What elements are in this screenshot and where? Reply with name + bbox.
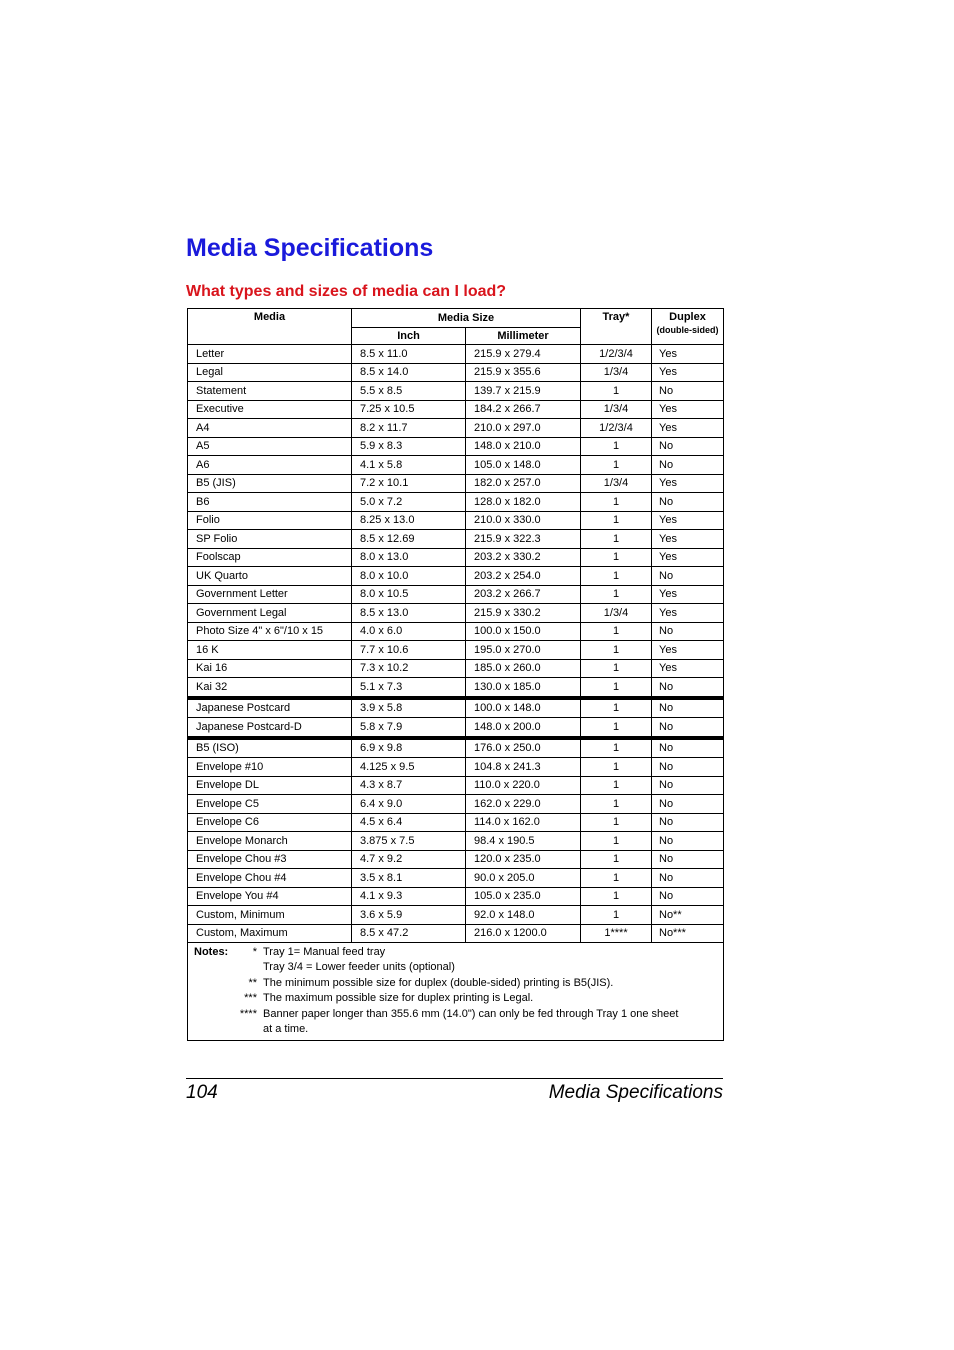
- header-media: Media: [188, 309, 352, 345]
- cell-inch: 4.7 x 9.2: [352, 850, 466, 869]
- cell-media: Japanese Postcard-D: [188, 718, 352, 738]
- footer-divider: [186, 1078, 723, 1079]
- cell-duplex: Yes: [652, 345, 724, 364]
- cell-inch: 5.9 x 8.3: [352, 437, 466, 456]
- header-duplex-label: Duplex: [669, 311, 706, 323]
- cell-tray: 1: [581, 567, 652, 586]
- cell-inch: 6.4 x 9.0: [352, 795, 466, 814]
- cell-inch: 5.1 x 7.3: [352, 678, 466, 698]
- table-row: [188, 795, 724, 814]
- cell-media: Foolscap: [188, 548, 352, 567]
- cell-millimeter: 215.9 x 322.3: [466, 530, 581, 549]
- cell-tray: 1: [581, 832, 652, 851]
- cell-tray: 1: [581, 622, 652, 641]
- note-line: [194, 960, 717, 975]
- table-row: [188, 776, 724, 795]
- table-row: [188, 456, 724, 475]
- cell-millimeter: 195.0 x 270.0: [466, 641, 581, 660]
- cell-media: Executive: [188, 400, 352, 419]
- cell-tray: 1: [581, 776, 652, 795]
- table-row: [188, 832, 724, 851]
- cell-duplex: Yes: [652, 659, 724, 678]
- cell-inch: 4.0 x 6.0: [352, 622, 466, 641]
- cell-media: Envelope #10: [188, 758, 352, 777]
- cell-duplex: No: [652, 698, 724, 718]
- cell-duplex: Yes: [652, 400, 724, 419]
- cell-duplex: No: [652, 887, 724, 906]
- note-line: [194, 945, 717, 960]
- cell-inch: 4.5 x 6.4: [352, 813, 466, 832]
- cell-inch: 3.5 x 8.1: [352, 869, 466, 888]
- cell-duplex: No: [652, 456, 724, 475]
- cell-inch: 4.1 x 5.8: [352, 456, 466, 475]
- page-title: Media Specifications: [186, 234, 434, 262]
- cell-tray: 1/3/4: [581, 474, 652, 493]
- cell-millimeter: 210.0 x 297.0: [466, 419, 581, 438]
- cell-inch: 8.5 x 47.2: [352, 924, 466, 943]
- cell-duplex: No: [652, 678, 724, 698]
- cell-tray: 1: [581, 437, 652, 456]
- table-row: [188, 887, 724, 906]
- cell-duplex: No: [652, 832, 724, 851]
- cell-millimeter: 120.0 x 235.0: [466, 850, 581, 869]
- cell-media: Envelope Monarch: [188, 832, 352, 851]
- cell-media: Legal: [188, 363, 352, 382]
- notes-label: Notes:: [194, 946, 229, 958]
- media-table-body: [188, 345, 724, 943]
- cell-tray: 1: [581, 382, 652, 401]
- cell-media: Envelope Chou #4: [188, 869, 352, 888]
- cell-tray: 1/2/3/4: [581, 345, 652, 364]
- cell-media: Custom, Maximum: [188, 924, 352, 943]
- notes-list: [194, 945, 717, 1037]
- table-row: [188, 363, 724, 382]
- note-marker: [194, 945, 263, 960]
- header-millimeter: Millimeter: [466, 328, 581, 345]
- cell-tray: 1: [581, 530, 652, 549]
- note-marker: ***: [244, 992, 257, 1005]
- cell-duplex: No: [652, 758, 724, 777]
- cell-duplex: Yes: [652, 641, 724, 660]
- note-marker: ****: [239, 1007, 257, 1020]
- cell-duplex: No: [652, 382, 724, 401]
- cell-media: Japanese Postcard: [188, 698, 352, 718]
- cell-duplex: No: [652, 718, 724, 738]
- cell-millimeter: 184.2 x 266.7: [466, 400, 581, 419]
- cell-tray: 1/3/4: [581, 604, 652, 623]
- cell-inch: 8.0 x 13.0: [352, 548, 466, 567]
- cell-tray: 1/3/4: [581, 400, 652, 419]
- cell-duplex: Yes: [652, 511, 724, 530]
- media-table: [187, 308, 724, 1041]
- note-symbol: *: [252, 946, 257, 958]
- cell-duplex: No: [652, 776, 724, 795]
- cell-duplex: Yes: [652, 585, 724, 604]
- cell-millimeter: 176.0 x 250.0: [466, 738, 581, 758]
- cell-millimeter: 128.0 x 182.0: [466, 493, 581, 512]
- table-row: [188, 718, 724, 738]
- table-row: [188, 678, 724, 698]
- cell-millimeter: 203.2 x 330.2: [466, 548, 581, 567]
- cell-inch: 8.0 x 10.5: [352, 585, 466, 604]
- cell-duplex: No: [652, 567, 724, 586]
- cell-inch: 8.5 x 12.69: [352, 530, 466, 549]
- cell-tray: 1: [581, 641, 652, 660]
- cell-millimeter: 203.2 x 254.0: [466, 567, 581, 586]
- cell-inch: 7.3 x 10.2: [352, 659, 466, 678]
- cell-duplex: No**: [652, 906, 724, 925]
- cell-tray: 1: [581, 813, 652, 832]
- cell-inch: 7.25 x 10.5: [352, 400, 466, 419]
- cell-millimeter: 130.0 x 185.0: [466, 678, 581, 698]
- table-row: [188, 604, 724, 623]
- cell-tray: 1: [581, 850, 652, 869]
- cell-tray: 1: [581, 585, 652, 604]
- cell-duplex: Yes: [652, 474, 724, 493]
- table-row: [188, 641, 724, 660]
- cell-millimeter: 185.0 x 260.0: [466, 659, 581, 678]
- cell-millimeter: 148.0 x 210.0: [466, 437, 581, 456]
- cell-millimeter: 215.9 x 355.6: [466, 363, 581, 382]
- cell-tray: 1: [581, 548, 652, 567]
- table-row: [188, 345, 724, 364]
- cell-media: Government Letter: [188, 585, 352, 604]
- cell-media: Envelope You #4: [188, 887, 352, 906]
- table-row: [188, 758, 724, 777]
- cell-inch: 7.2 x 10.1: [352, 474, 466, 493]
- header-media-size: Media Size: [352, 309, 581, 328]
- cell-inch: 8.5 x 14.0: [352, 363, 466, 382]
- note-marker: [194, 960, 263, 975]
- cell-tray: 1: [581, 678, 652, 698]
- note-text: Tray 3/4 = Lower feeder units (optional): [263, 961, 455, 974]
- cell-media: B5 (JIS): [188, 474, 352, 493]
- cell-tray: 1****: [581, 924, 652, 943]
- cell-media: Photo Size 4" x 6"/10 x 15: [188, 622, 352, 641]
- cell-duplex: No: [652, 622, 724, 641]
- cell-millimeter: 105.0 x 148.0: [466, 456, 581, 475]
- table-row: [188, 659, 724, 678]
- cell-millimeter: 216.0 x 1200.0: [466, 924, 581, 943]
- cell-media: UK Quarto: [188, 567, 352, 586]
- cell-duplex: No***: [652, 924, 724, 943]
- note-line: [194, 1022, 717, 1037]
- table-row: [188, 474, 724, 493]
- cell-millimeter: 105.0 x 235.0: [466, 887, 581, 906]
- cell-media: SP Folio: [188, 530, 352, 549]
- note-text: Tray 1= Manual feed tray: [263, 946, 386, 958]
- cell-tray: 1: [581, 698, 652, 718]
- table-row: [188, 698, 724, 718]
- cell-inch: 6.9 x 9.8: [352, 738, 466, 758]
- cell-media: Folio: [188, 511, 352, 530]
- header-inch: Inch: [352, 328, 466, 345]
- cell-tray: 1: [581, 456, 652, 475]
- note-line: [194, 1007, 717, 1022]
- cell-media: Envelope C6: [188, 813, 352, 832]
- cell-media: A4: [188, 419, 352, 438]
- cell-millimeter: 98.4 x 190.5: [466, 832, 581, 851]
- cell-media: B5 (ISO): [188, 738, 352, 758]
- cell-tray: 1: [581, 738, 652, 758]
- cell-tray: 1: [581, 511, 652, 530]
- cell-tray: 1/2/3/4: [581, 419, 652, 438]
- cell-media: A5: [188, 437, 352, 456]
- cell-inch: 4.3 x 8.7: [352, 776, 466, 795]
- table-row: [188, 382, 724, 401]
- cell-media: B6: [188, 493, 352, 512]
- footer-page-number: 104: [186, 1082, 218, 1103]
- table-row: [188, 738, 724, 758]
- table-row: [188, 850, 724, 869]
- table-row: [188, 437, 724, 456]
- cell-inch: 3.875 x 7.5: [352, 832, 466, 851]
- cell-tray: 1/3/4: [581, 363, 652, 382]
- cell-inch: 4.125 x 9.5: [352, 758, 466, 777]
- section-title: What types and sizes of media can I load?: [186, 283, 507, 300]
- cell-media: Envelope Chou #3: [188, 850, 352, 869]
- media-table-header: [188, 309, 724, 345]
- cell-media: A6: [188, 456, 352, 475]
- cell-duplex: No: [652, 850, 724, 869]
- table-row: [188, 924, 724, 943]
- table-row: [188, 493, 724, 512]
- cell-tray: 1: [581, 493, 652, 512]
- cell-duplex: No: [652, 813, 724, 832]
- cell-duplex: No: [652, 795, 724, 814]
- cell-inch: 5.5 x 8.5: [352, 382, 466, 401]
- cell-duplex: No: [652, 738, 724, 758]
- cell-millimeter: 90.0 x 205.0: [466, 869, 581, 888]
- cell-duplex: Yes: [652, 363, 724, 382]
- cell-media: Kai 32: [188, 678, 352, 698]
- cell-media: Government Legal: [188, 604, 352, 623]
- table-row: [188, 906, 724, 925]
- cell-inch: 8.5 x 13.0: [352, 604, 466, 623]
- table-row: [188, 530, 724, 549]
- notes-cell: [188, 943, 724, 1041]
- cell-millimeter: 92.0 x 148.0: [466, 906, 581, 925]
- cell-millimeter: 104.8 x 241.3: [466, 758, 581, 777]
- cell-millimeter: 215.9 x 279.4: [466, 345, 581, 364]
- cell-media: Envelope DL: [188, 776, 352, 795]
- cell-millimeter: 139.7 x 215.9: [466, 382, 581, 401]
- cell-duplex: No: [652, 437, 724, 456]
- header-tray: Tray*: [581, 309, 652, 345]
- cell-inch: 3.9 x 5.8: [352, 698, 466, 718]
- cell-tray: 1: [581, 718, 652, 738]
- note-marker: [194, 1022, 263, 1037]
- cell-media: Statement: [188, 382, 352, 401]
- cell-millimeter: 100.0 x 150.0: [466, 622, 581, 641]
- cell-duplex: Yes: [652, 604, 724, 623]
- notes-section: [188, 943, 724, 1041]
- note-text: The minimum possible size for duplex (double-sided) printing is B5(JIS).: [263, 976, 614, 989]
- cell-millimeter: 114.0 x 162.0: [466, 813, 581, 832]
- cell-duplex: Yes: [652, 548, 724, 567]
- cell-media: 16 K: [188, 641, 352, 660]
- cell-millimeter: 203.2 x 266.7: [466, 585, 581, 604]
- note-text: Banner paper longer than 355.6 mm (14.0") can only be fed through Tray 1 one sheet: [263, 1007, 679, 1020]
- cell-inch: 5.8 x 7.9: [352, 718, 466, 738]
- cell-millimeter: 162.0 x 229.0: [466, 795, 581, 814]
- footer-title: Media Specifications: [548, 1082, 723, 1103]
- table-row: [188, 400, 724, 419]
- cell-millimeter: 110.0 x 220.0: [466, 776, 581, 795]
- table-row: [188, 511, 724, 530]
- cell-inch: 7.7 x 10.6: [352, 641, 466, 660]
- cell-media: Kai 16: [188, 659, 352, 678]
- cell-duplex: Yes: [652, 530, 724, 549]
- cell-media: Envelope C5: [188, 795, 352, 814]
- cell-tray: 1: [581, 906, 652, 925]
- table-row: [188, 567, 724, 586]
- cell-millimeter: 100.0 x 148.0: [466, 698, 581, 718]
- note-text: at a time.: [263, 1023, 309, 1036]
- cell-tray: 1: [581, 659, 652, 678]
- header-duplex-sub: (double-sided): [656, 325, 719, 335]
- cell-millimeter: 210.0 x 330.0: [466, 511, 581, 530]
- table-row: [188, 869, 724, 888]
- note-line: [194, 976, 717, 991]
- cell-inch: 8.2 x 11.7: [352, 419, 466, 438]
- cell-inch: 8.5 x 11.0: [352, 345, 466, 364]
- cell-media: Custom, Minimum: [188, 906, 352, 925]
- table-row: [188, 548, 724, 567]
- cell-millimeter: 182.0 x 257.0: [466, 474, 581, 493]
- table-row: [188, 622, 724, 641]
- header-duplex: [652, 309, 724, 345]
- cell-inch: 8.0 x 10.0: [352, 567, 466, 586]
- cell-duplex: Yes: [652, 419, 724, 438]
- note-text: The maximum possible size for duplex printing is Legal.: [263, 992, 534, 1005]
- cell-tray: 1: [581, 887, 652, 906]
- table-row: [188, 813, 724, 832]
- cell-media: Letter: [188, 345, 352, 364]
- cell-millimeter: 215.9 x 330.2: [466, 604, 581, 623]
- note-marker: **: [248, 976, 257, 989]
- cell-tray: 1: [581, 869, 652, 888]
- note-line: [194, 991, 717, 1006]
- cell-inch: 8.25 x 13.0: [352, 511, 466, 530]
- cell-duplex: No: [652, 493, 724, 512]
- table-row: [188, 585, 724, 604]
- cell-tray: 1: [581, 795, 652, 814]
- cell-tray: 1: [581, 758, 652, 777]
- cell-inch: 3.6 x 5.9: [352, 906, 466, 925]
- cell-duplex: No: [652, 869, 724, 888]
- cell-inch: 5.0 x 7.2: [352, 493, 466, 512]
- table-row: [188, 419, 724, 438]
- cell-millimeter: 148.0 x 200.0: [466, 718, 581, 738]
- cell-inch: 4.1 x 9.3: [352, 887, 466, 906]
